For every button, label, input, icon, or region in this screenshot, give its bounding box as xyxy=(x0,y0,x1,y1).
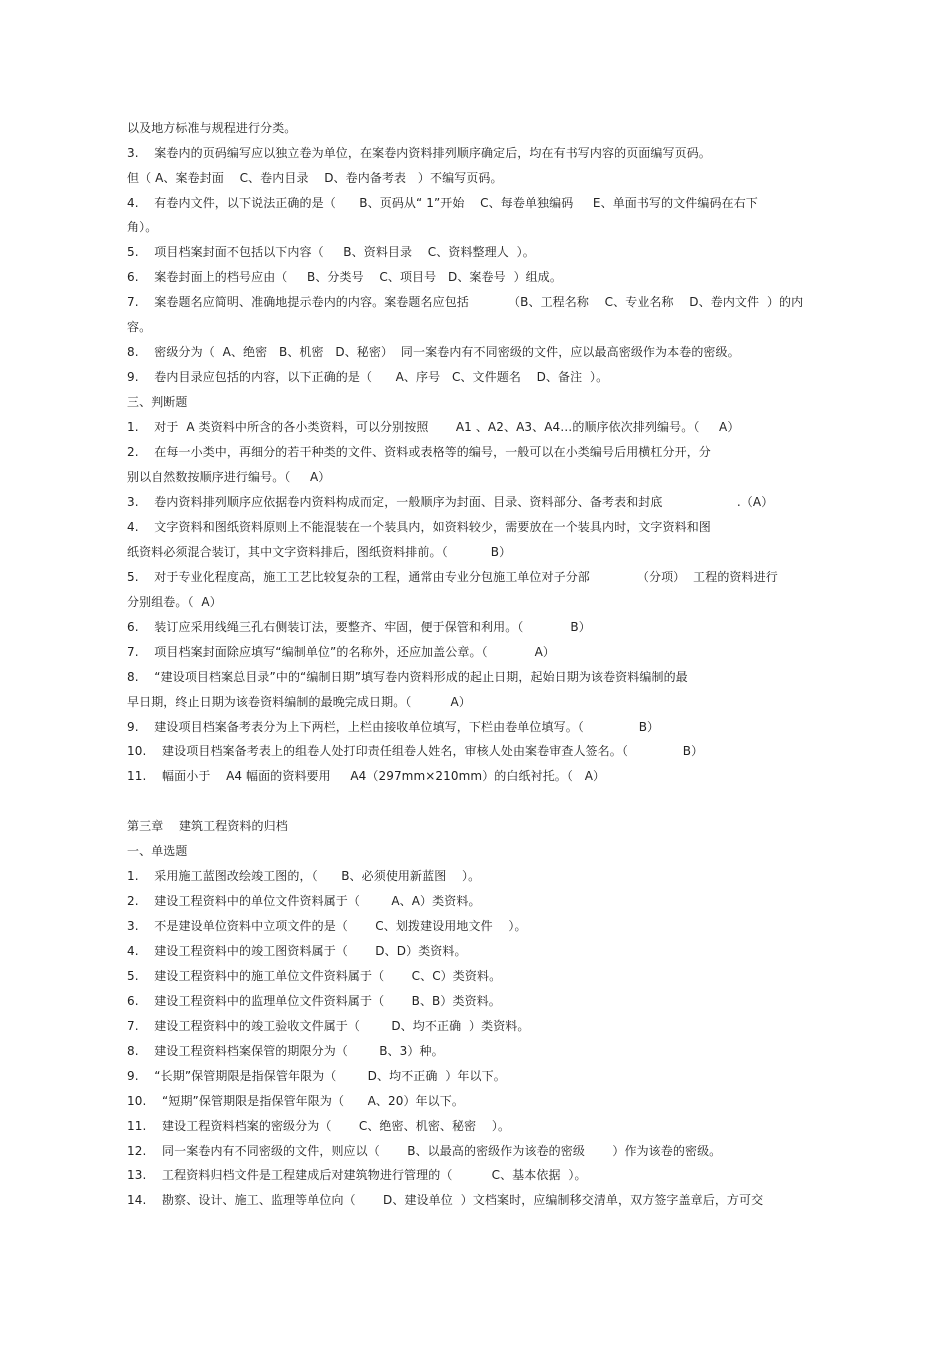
question-line: 7. 建设工程资料中的竣工验收文件属于（ D、均不正确 ）类资料。 xyxy=(127,1019,530,1033)
question-line: 12. 同一案卷内有不同密级的文件，则应以（ B、以最高的密级作为该卷的密级 ）作为该卷的密级。 xyxy=(127,1144,722,1158)
section-heading: 一、单选题 xyxy=(127,844,188,858)
question-line: 9. “长期”保管期限是指保管年限为（ D、均不正确 ）年以下。 xyxy=(127,1069,506,1083)
section-heading: 三、判断题 xyxy=(127,395,188,409)
question-line: 4. 建设工程资料中的竣工图资料属于（ D、D）类资料。 xyxy=(127,944,467,958)
question-line: 容。 xyxy=(127,320,152,334)
question-line: 11. 幅面小于 A4 幅面的资料要用 A4（297mm×210mm）的白纸衬托。（ A） xyxy=(127,769,606,783)
question-line: 7. 案卷题名应简明、准确地提示卷内的内容。案卷题名应包括 （B、工程名称 C、专业名称 D、卷内文件 ）的内 xyxy=(127,295,804,309)
question-line: 2. 在每一小类中，再细分的若干种类的文件、资料或表格等的编号，一般可以在小类编号后用横杠分开，分 xyxy=(127,445,711,459)
question-line: 4. 有卷内文件，以下说法正确的是（ B、页码从“ 1”开始 C、每卷单独编码 E、单面书写的文件编码在右下 xyxy=(127,196,758,210)
question-line: 分别组卷。（ A） xyxy=(127,595,222,609)
question-line: 5. 建设工程资料中的施工单位文件资料属于（ C、C）类资料。 xyxy=(127,969,502,983)
chapter-heading: 第三章 建筑工程资料的归档 xyxy=(127,819,288,833)
question-line: 8. 密级分为（ A、绝密 B、机密 D、秘密） 同一案卷内有不同密级的文件，应以最高密级作为本卷的密级。 xyxy=(127,345,740,359)
question-line: 6. 建设工程资料中的监理单位文件资料属于（ B、B）类资料。 xyxy=(127,994,501,1008)
question-line: 纸资料必须混合装订，其中文字资料排后，图纸资料排前。（ B） xyxy=(127,545,512,559)
question-line: 14. 勘察、设计、施工、监理等单位向（ D、建设单位 ）文档案时，应编制移交清单，双方签字盖章后，方可交 xyxy=(127,1193,764,1207)
question-line: 角）。 xyxy=(127,220,158,234)
question-line: 3. 不是建设单位资料中立项文件的是（ C、划拨建设用地文件 ）。 xyxy=(127,919,527,933)
question-line: 5. 对于专业化程度高，施工工艺比较复杂的工程，通常由专业分包施工单位对子分部 （分项） 工程的资料进行 xyxy=(127,570,778,584)
question-line: 10. “短期”保管期限是指保管年限为（ A、20）年以下。 xyxy=(127,1094,464,1108)
question-line: 早日期，终止日期为该卷资料编制的最晚完成日期。（ A） xyxy=(127,695,471,709)
question-line: 5. 项目档案封面不包括以下内容（ B、资料目录 C、资料整理人 ）。 xyxy=(127,245,535,259)
question-line: 7. 项目档案封面除应填写“编制单位”的名称外，还应加盖公章。（ A） xyxy=(127,645,556,659)
question-line: 4. 文字资料和图纸资料原则上不能混装在一个装具内，如资料较少，需要放在一个装具内时，文字资料和图 xyxy=(127,520,711,534)
question-line: 10. 建设项目档案备考表上的组卷人处打印责任组卷人姓名，审核人处由案卷审查人签名。（ B） xyxy=(127,744,704,758)
question-line: 11. 建设工程资料档案的密级分为（ C、绝密、机密、秘密 ）。 xyxy=(127,1119,511,1133)
text-line: 以及地方标准与规程进行分类。 xyxy=(127,121,297,135)
question-line: 3. 卷内资料排列顺序应依据卷内资料构成而定，一般顺序为封面、目录、资料部分、备考表和封底 .（A） xyxy=(127,495,774,509)
question-line: 别以自然数按顺序进行编号。（ A） xyxy=(127,470,331,484)
question-line: 9. 建设项目档案备考表分为上下两栏，上栏由接收单位填写，下栏由卷单位填写。（ B） xyxy=(127,720,660,734)
question-line: 1. 采用施工蓝图改绘竣工图的，（ B、必须使用新蓝图 ）。 xyxy=(127,869,481,883)
question-line: 6. 案卷封面上的档号应由（ B、分类号 C、项目号 D、案卷号 ）组成。 xyxy=(127,270,562,284)
question-line: 9. 卷内目录应包括的内容，以下正确的是（ A、序号 C、文件题名 D、备注 ）。 xyxy=(127,370,609,384)
question-line: 2. 建设工程资料中的单位文件资料属于（ A、A）类资料。 xyxy=(127,894,481,908)
question-line: 1. 对于 A 类资料中所含的各小类资料，可以分别按照 A1 、A2、A3、A4…的顺序依次排列编号。（ A） xyxy=(127,420,740,434)
question-line: 6. 装订应采用线绳三孔右侧装订法，要整齐、牢固，便于保管和利用。（ B） xyxy=(127,620,591,634)
question-line: 3. 案卷内的页码编写应以独立卷为单位，在案卷内资料排列顺序确定后，均在有书写内容的页面编写页码。 xyxy=(127,146,711,160)
question-line: 8. “建设项目档案总目录”中的“编制日期”填写卷内资料形成的起止日期，起始日期为该卷资料编制的最 xyxy=(127,670,688,684)
question-line: 8. 建设工程资料档案保管的期限分为（ B、3）种。 xyxy=(127,1044,444,1058)
question-line: 13. 工程资料归档文件是工程建成后对建筑物进行管理的（ C、基本依据 ）。 xyxy=(127,1168,587,1182)
question-line: 但（ A、案卷封面 C、卷内目录 D、卷内备考表 ）不编写页码。 xyxy=(127,171,503,185)
